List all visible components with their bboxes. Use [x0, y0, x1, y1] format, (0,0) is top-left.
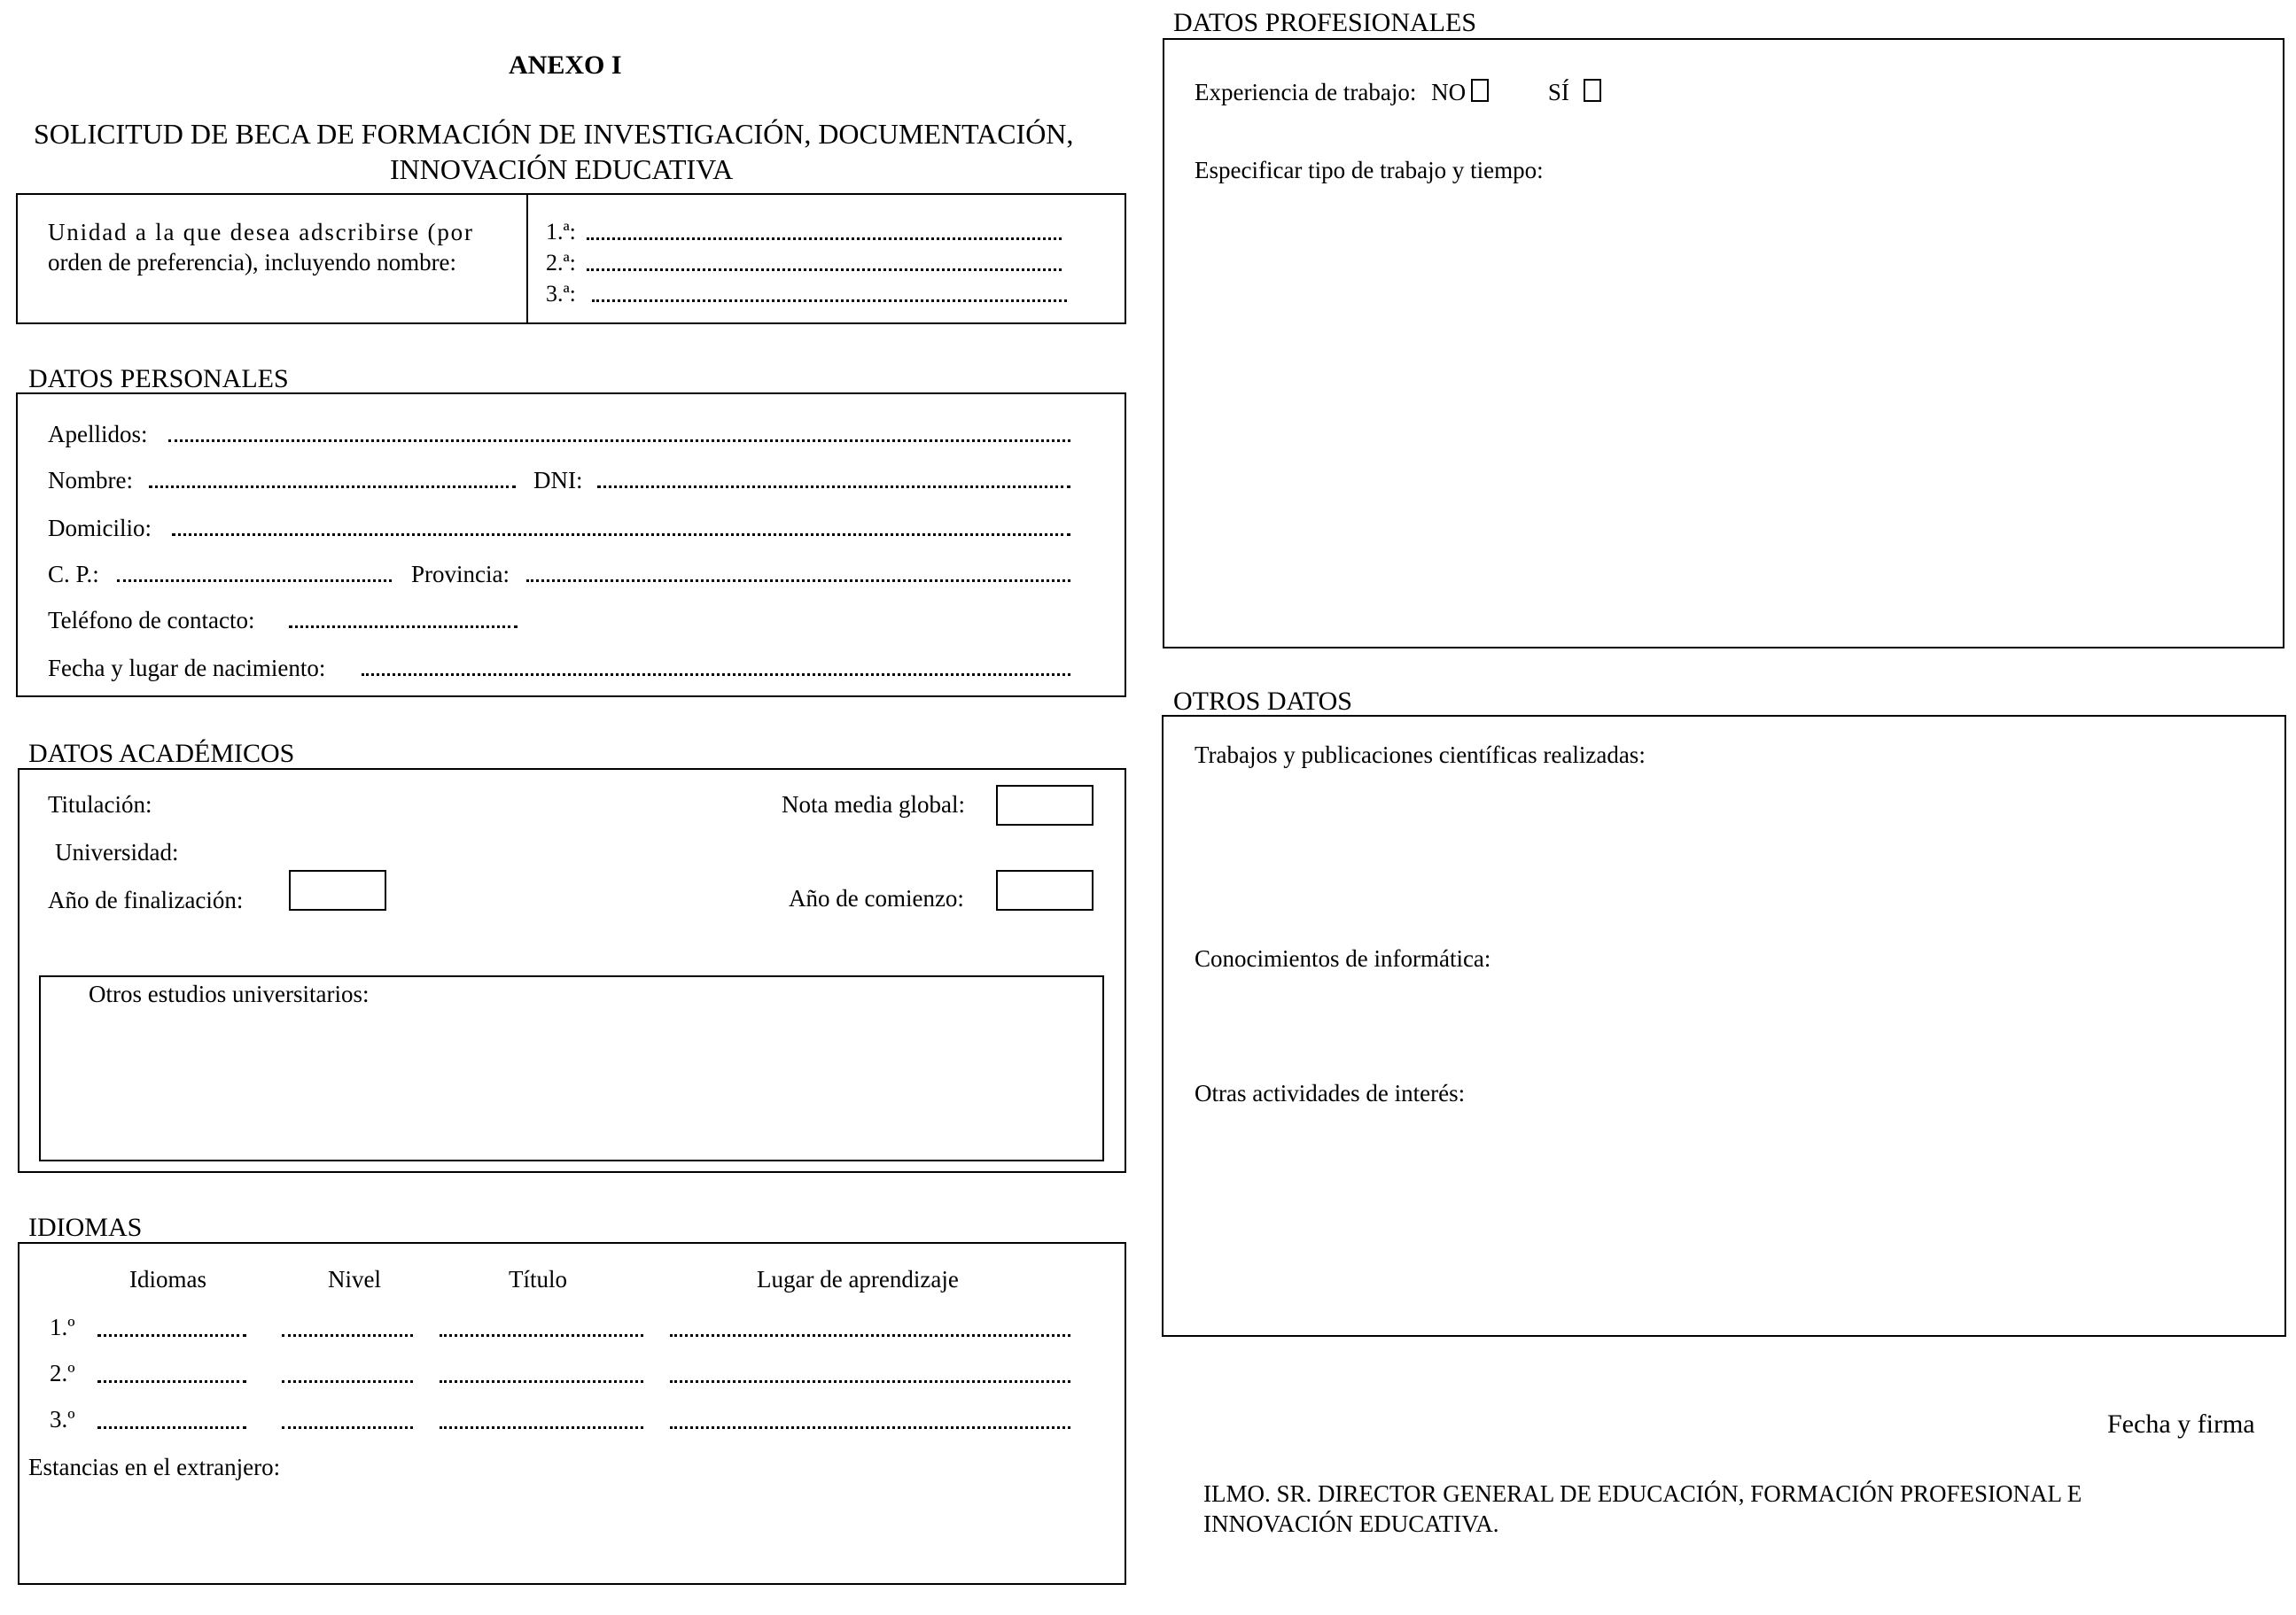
nivel-3-field[interactable] [282, 1426, 413, 1429]
ano-finalizacion-input[interactable] [289, 870, 386, 911]
datos-personales-heading: DATOS PERSONALES [28, 364, 289, 393]
dni-field[interactable] [597, 485, 1070, 488]
idiomas-section [18, 1242, 1126, 1585]
form-title-line1: SOLICITUD DE BECA DE FORMACIÓN DE INVESTIGACIÓN, DOCUMENTACIÓN, [34, 118, 1074, 150]
otros-estudios-label: Otros estudios universitarios: [89, 981, 370, 1007]
idiomas-col-titulo: Título [509, 1266, 567, 1293]
experiencia-text: Experiencia de trabajo: [1195, 79, 1417, 105]
idiomas-col-nivel: Nivel [328, 1266, 381, 1293]
datos-academicos-heading: DATOS ACADÉMICOS [28, 739, 295, 768]
experiencia-no-checkbox[interactable] [1471, 79, 1489, 102]
form-title-line2: INNOVACIÓN EDUCATIVA [390, 153, 734, 185]
titulacion-label: Titulación: [48, 791, 152, 818]
otros-datos-section [1162, 715, 2286, 1337]
nota-media-input[interactable] [996, 785, 1094, 826]
domicilio-field[interactable] [172, 533, 1070, 536]
fecha-lugar-label: Fecha y lugar de nacimiento: [48, 655, 326, 681]
estancias-label: Estancias en el extranjero: [28, 1454, 281, 1480]
unidad-label-line1: Unidad a la que desea adscribirse (por [48, 219, 474, 245]
informatica-label: Conocimientos de informática: [1195, 945, 1491, 972]
titulo-3-field[interactable] [440, 1426, 643, 1429]
unidad-option-1-label: 1.ª: [546, 219, 576, 245]
titulo-1-field[interactable] [440, 1334, 643, 1337]
unidad-option-3-label: 3.ª: [546, 281, 576, 307]
nivel-1-field[interactable] [282, 1334, 413, 1337]
idioma-2-field[interactable] [97, 1380, 246, 1383]
ano-comienzo-label: Año de comienzo: [789, 885, 964, 912]
telefono-field[interactable] [289, 625, 518, 628]
lugar-2-field[interactable] [670, 1380, 1070, 1383]
titulo-2-field[interactable] [440, 1380, 643, 1383]
unidad-option-3-field[interactable] [592, 299, 1067, 302]
nivel-2-field[interactable] [282, 1380, 413, 1383]
idiomas-col-idiomas: Idiomas [129, 1266, 206, 1293]
unidad-option-2-label: 2.ª: [546, 250, 576, 276]
idiomas-row-3: 3.º [50, 1406, 75, 1433]
nombre-field[interactable] [149, 485, 516, 488]
idiomas-heading: IDIOMAS [28, 1213, 143, 1242]
especificar-label: Especificar tipo de trabajo y tiempo: [1195, 157, 1544, 183]
addressee-line2: INNOVACIÓN EDUCATIVA. [1203, 1510, 1499, 1537]
datos-profesionales-section [1163, 38, 2284, 648]
datos-personales-section [16, 392, 1126, 697]
cp-field[interactable] [117, 579, 392, 582]
cp-label: C. P.: [48, 561, 99, 587]
fecha-lugar-field[interactable] [362, 673, 1070, 676]
provincia-label: Provincia: [411, 561, 510, 587]
fecha-firma-label: Fecha y firma [2107, 1409, 2255, 1439]
experiencia-label [1195, 78, 1601, 106]
idioma-3-field[interactable] [97, 1426, 246, 1429]
idioma-1-field[interactable] [97, 1334, 246, 1337]
idiomas-row-1: 1.º [50, 1314, 75, 1340]
lugar-1-field[interactable] [670, 1334, 1070, 1337]
actividades-label: Otras actividades de interés: [1195, 1080, 1466, 1106]
domicilio-label: Domicilio: [48, 515, 152, 541]
idiomas-col-lugar: Lugar de aprendizaje [757, 1266, 959, 1293]
addressee-line1: ILMO. SR. DIRECTOR GENERAL DE EDUCACIÓN, FORMACIÓN PROFESIONAL E [1203, 1480, 2082, 1507]
unidad-option-1-field[interactable] [587, 237, 1062, 240]
apellidos-label: Apellidos: [48, 421, 148, 447]
provincia-field[interactable] [526, 579, 1070, 582]
apellidos-field[interactable] [168, 439, 1070, 442]
ano-comienzo-input[interactable] [996, 870, 1094, 911]
unidad-divider [526, 195, 528, 322]
ano-finalizacion-label: Año de finalización: [48, 887, 244, 913]
datos-profesionales-heading: DATOS PROFESIONALES [1173, 8, 1477, 37]
nota-media-label: Nota media global: [782, 791, 965, 818]
universidad-label: Universidad: [55, 839, 179, 866]
experiencia-no-label: NO [1431, 79, 1467, 105]
telefono-label: Teléfono de contacto: [48, 607, 255, 633]
nombre-label: Nombre: [48, 467, 133, 493]
idiomas-row-2: 2.º [50, 1360, 75, 1386]
trabajos-label: Trabajos y publicaciones científicas realizadas: [1195, 742, 1646, 768]
annex-title: ANEXO I [509, 50, 622, 80]
experiencia-si-checkbox[interactable] [1584, 79, 1601, 102]
unidad-option-2-field[interactable] [587, 268, 1062, 271]
unidad-label-line2: orden de preferencia), incluyendo nombre: [48, 249, 457, 276]
dni-label: DNI: [533, 467, 583, 493]
experiencia-si-label: SÍ [1547, 79, 1569, 105]
lugar-3-field[interactable] [670, 1426, 1070, 1429]
otros-datos-heading: OTROS DATOS [1173, 687, 1352, 716]
